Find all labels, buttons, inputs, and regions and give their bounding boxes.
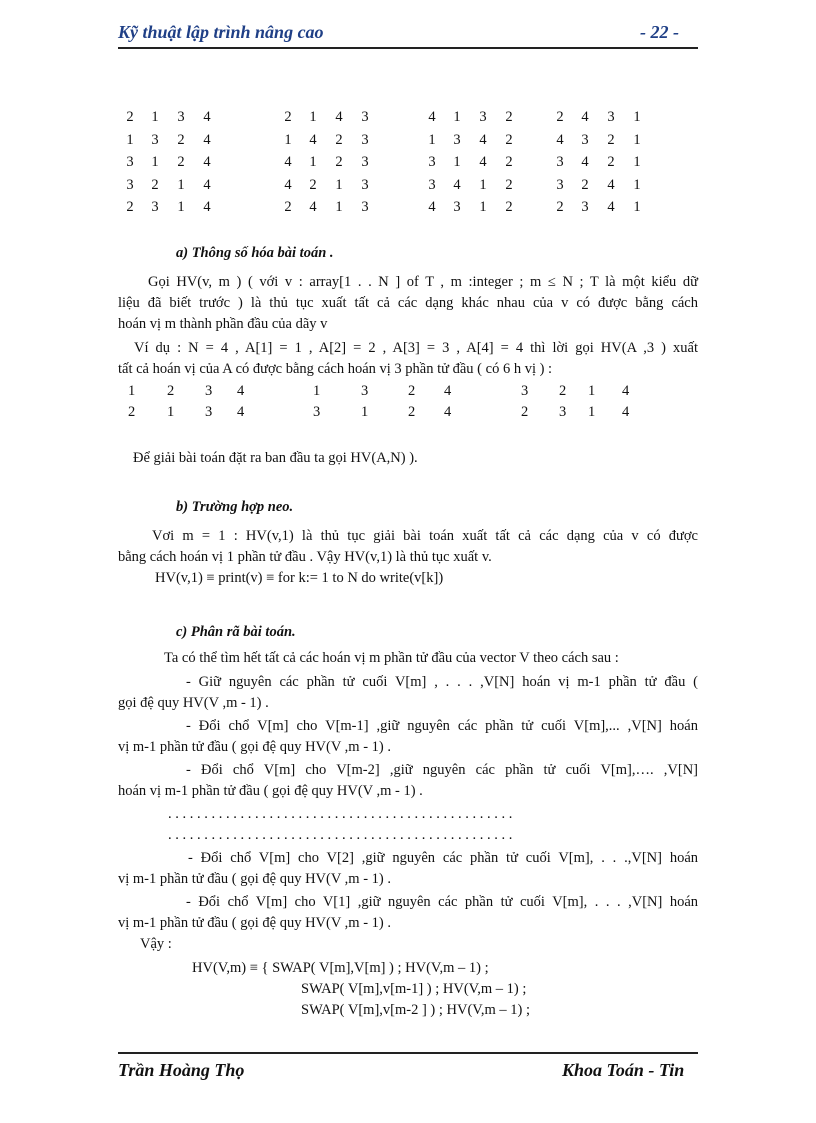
perm-cell: 3 [151,199,159,215]
sec-c-item3-line2: hoán vị m-1 phần tử đầu ( gọi đệ quy HV(V ,m - 1) . [118,783,423,799]
header-rule [118,47,698,49]
perm-cell: 4 [203,199,211,215]
perm-cell: 1 [177,199,185,215]
perm-cell: 4 [284,154,292,170]
perm-cell: 1 [453,154,461,170]
sec-c-vay: Vậy : [140,936,172,952]
perm-cell: 1 [633,176,641,193]
perm-cell: 4 [203,109,211,125]
perm-row [420,196,522,219]
example-cell: 2 [408,383,416,399]
perm-cell: 1 [633,199,641,215]
example-cell: 1 [361,404,369,420]
perm-row [548,151,650,174]
perm-row [548,129,650,152]
perm-cell: 3 [361,199,369,215]
perm-cell: 4 [309,199,317,215]
sec-b-code: HV(v,1) ≡ print(v) ≡ for k:= 1 to N do write(v[k]) [155,570,444,586]
example-cell: 3 [313,404,321,420]
perm-row [420,174,522,197]
perm-cell: 4 [428,199,436,215]
perm-row [118,129,220,152]
example-cell: 3 [205,404,213,420]
perm-cell: 3 [556,176,564,193]
perm-cell: 3 [361,154,369,170]
perm-cell: 2 [556,199,564,215]
perm-cell: 2 [284,199,292,215]
perm-cell: 3 [581,131,589,148]
sec-b-p1-line1: Vơi m = 1 : HV(v,1) là thủ tục giải bài toán xuất tất cả các dạng của v có được [152,528,698,544]
perm-cell: 4 [479,154,487,170]
perm-cell: 2 [126,199,134,215]
footer-rule [118,1052,698,1054]
sec-a-p1-line2: liệu đã biết trước ) là thủ tục xuất tất cả các dạng khác nhau của v có được bằng cách [118,295,698,311]
sec-c-item4-line1: - Đổi chổ V[m] cho V[2] ,giữ nguyên các phần tử cuối V[m], . . .,V[N] hoán [188,850,698,866]
perm-cell: 2 [505,109,513,125]
sec-c-item2-line1: - Đổi chổ V[m] cho V[m-1] ,giữ nguyên các phần tử cuối V[m],... ,V[N] hoán [186,718,698,734]
perm-cell: 2 [505,176,513,193]
header-title: Kỹ thuật lập trình nâng cao [118,22,324,42]
perm-group-2 [276,106,378,219]
perm-cell: 1 [309,154,317,170]
perm-row [276,151,378,174]
perm-cell: 1 [335,176,343,193]
perm-cell: 2 [126,109,134,125]
example-cell: 2 [408,404,416,420]
perm-row [276,129,378,152]
perm-cell: 3 [428,176,436,193]
perm-cell: 3 [177,109,185,125]
perm-cell: 3 [151,131,159,148]
perm-cell: 2 [505,199,513,215]
perm-row [420,151,522,174]
perm-cell: 1 [633,154,641,170]
perm-cell: 1 [126,131,134,148]
example-cell: 3 [205,383,213,399]
perm-row [548,106,650,129]
sec-c-item2-line2: vị m-1 phần tử đầu ( gọi đệ quy HV(V ,m - 1) . [118,739,391,755]
perm-cell: 2 [309,176,317,193]
perm-cell: 2 [151,176,159,193]
perm-cell: 4 [428,109,436,125]
perm-cell: 1 [479,199,487,215]
perm-cell: 3 [126,154,134,170]
perm-cell: 1 [633,109,641,125]
sec-b-p1-line2: bằng cách hoán vị 1 phần tử đầu . Vậy HV(v,1) là thủ tục xuất v. [118,549,492,565]
example-cell: 4 [237,383,245,399]
perm-cell: 3 [453,131,461,148]
sec-c-item1-line1: - Giữ nguyên các phần tử cuối V[m] , . . . ,V[N] hoán vị m-1 phần tử đầu ( [186,674,698,690]
perm-cell: 2 [335,131,343,148]
perm-cell: 4 [284,176,292,193]
example-cell: 1 [313,383,321,399]
perm-row [118,106,220,129]
perm-cell: 3 [361,131,369,148]
perm-cell: 2 [607,131,615,148]
perm-cell: 4 [479,131,487,148]
perm-cell: 4 [581,109,589,125]
perm-cell: 2 [335,154,343,170]
perm-cell: 4 [581,154,589,170]
perm-row [276,174,378,197]
sec-a-p2-line1: Ví dụ : N = 4 , A[1] = 1 , A[2] = 2 , A[3] = 3 , A[4] = 4 thì lời gọi HV(A ,3 ) xuất [134,340,698,356]
perm-group-3 [420,106,522,219]
sec-c-item5-line1: - Đổi chổ V[m] cho V[1] ,giữ nguyên các phần tử cuối V[m], . . . ,V[N] hoán [186,894,698,910]
perm-cell: 3 [581,199,589,215]
example-cell: 1 [588,404,596,420]
example-cell: 3 [521,383,529,399]
perm-row [548,174,650,197]
section-b-title: b) Trường hợp neo. [176,499,294,515]
perm-cell: 1 [284,131,292,148]
code-line-1: HV(V,m) ≡ { SWAP( V[m],V[m] ) ; HV(V,m – 1) ; [192,960,489,976]
code-line-3: SWAP( V[m],v[m-2 ] ) ; HV(V,m – 1) ; [301,1002,531,1018]
sec-a-p1-line3: hoán vị m thành phần đầu của dãy v [118,316,328,332]
perm-row [548,196,650,219]
example-cell: 1 [128,383,136,399]
section-c-title: c) Phân rã bài toán. [176,624,296,640]
sec-c-item4-line2: vị m-1 phần tử đầu ( gọi đệ quy HV(V ,m - 1) . [118,871,391,887]
perm-cell: 4 [607,176,615,193]
section-a-title: a) Thông số hóa bài toán . [176,245,334,261]
sec-a-p1-line1: Gọi HV(v, m ) ( với v : array[1 . . N ] of T , m :integer ; m ≤ N ; T là một kiểu dữ [148,274,698,290]
perm-cell: 1 [151,109,159,125]
perm-row [118,174,220,197]
perm-row [118,151,220,174]
perm-cell: 4 [453,176,461,193]
perm-cell: 4 [335,109,343,125]
example-cell: 2 [128,404,136,420]
perm-row [420,106,522,129]
perm-cell: 3 [361,109,369,125]
perm-cell: 2 [177,154,185,170]
example-cell: 4 [444,404,452,420]
example-cell: 2 [521,404,529,420]
example-cell: 2 [167,383,175,399]
perm-cell: 3 [361,176,369,193]
sec-c-item3-line1: - Đổi chổ V[m] cho V[m-2] ,giữ nguyên các phần tử cuối V[m],…. ,V[N] [186,762,698,778]
sec-a-p3: Để giải bài toán đặt ra ban đầu ta gọi HV(A,N) ). [133,450,418,466]
example-cell: 3 [559,404,567,420]
perm-cell: 2 [607,154,615,170]
code-line-2: SWAP( V[m],v[m-1] ) ; HV(V,m – 1) ; [301,981,527,997]
perm-cell: 4 [607,199,615,215]
perm-cell: 2 [505,154,513,170]
perm-cell: 2 [505,131,513,148]
perm-row [420,129,522,152]
perm-cell: 4 [309,131,317,148]
perm-cell: 1 [151,154,159,170]
perm-group-4 [548,106,650,219]
perm-cell: 2 [177,131,185,148]
example-cell: 4 [622,404,630,420]
perm-cell: 2 [581,176,589,193]
perm-cell: 2 [284,109,292,125]
example-cell: 3 [361,383,369,399]
perm-cell: 2 [556,109,564,125]
footer-dept: Khoa Toán - Tin [562,1060,685,1080]
perm-cell: 1 [453,109,461,125]
perm-cell: 1 [633,131,641,148]
perm-row [276,196,378,219]
perm-cell: 1 [309,109,317,125]
example-row-1 [0,383,816,405]
ellipsis-line-1: . . . . . . . . . . . . . . . . . . . . . . . . . . . . . . . . . . . . . . . . . . . . . . . . [168,806,513,822]
perm-row [276,106,378,129]
example-cell: 4 [622,383,630,399]
sec-c-item1-line2: gọi đệ quy HV(V ,m - 1) . [118,695,269,711]
perm-cell: 3 [607,109,615,125]
perm-cell: 1 [428,131,436,148]
footer-author: Trần Hoàng Thọ [118,1060,245,1080]
ellipsis-line-2: . . . . . . . . . . . . . . . . . . . . . . . . . . . . . . . . . . . . . . . . . . . . . . . . [168,827,513,843]
sec-c-intro: Ta có thể tìm hết tất cả các hoán vị m phần tử đầu của vector V theo cách sau : [164,650,619,666]
perm-cell: 4 [203,154,211,170]
sec-a-p2-line2: tất cả hoán vị của A có được bằng cách hoán vị 3 phần tử đầu ( có 6 h vị ) : [118,361,553,377]
example-cell: 4 [444,383,452,399]
perm-cell: 1 [479,176,487,193]
perm-cell: 1 [335,199,343,215]
example-cell: 1 [588,383,596,399]
example-row-2 [0,404,816,426]
perm-group-1 [118,106,220,219]
perm-cell: 3 [453,199,461,215]
sec-c-item5-line2: vị m-1 phần tử đầu ( gọi đệ quy HV(V ,m - 1) . [118,915,391,931]
example-cell: 1 [167,404,175,420]
perm-cell: 4 [203,131,211,148]
perm-cell: 3 [126,176,134,193]
perm-cell: 4 [203,176,211,193]
perm-cell: 3 [428,154,436,170]
perm-cell: 4 [556,131,564,148]
perm-cell: 3 [556,154,564,170]
perm-cell: 3 [479,109,487,125]
page-number: - 22 - [640,22,679,42]
example-cell: 4 [237,404,245,420]
example-cell: 2 [559,383,567,399]
perm-cell: 1 [177,176,185,193]
perm-row [118,196,220,219]
